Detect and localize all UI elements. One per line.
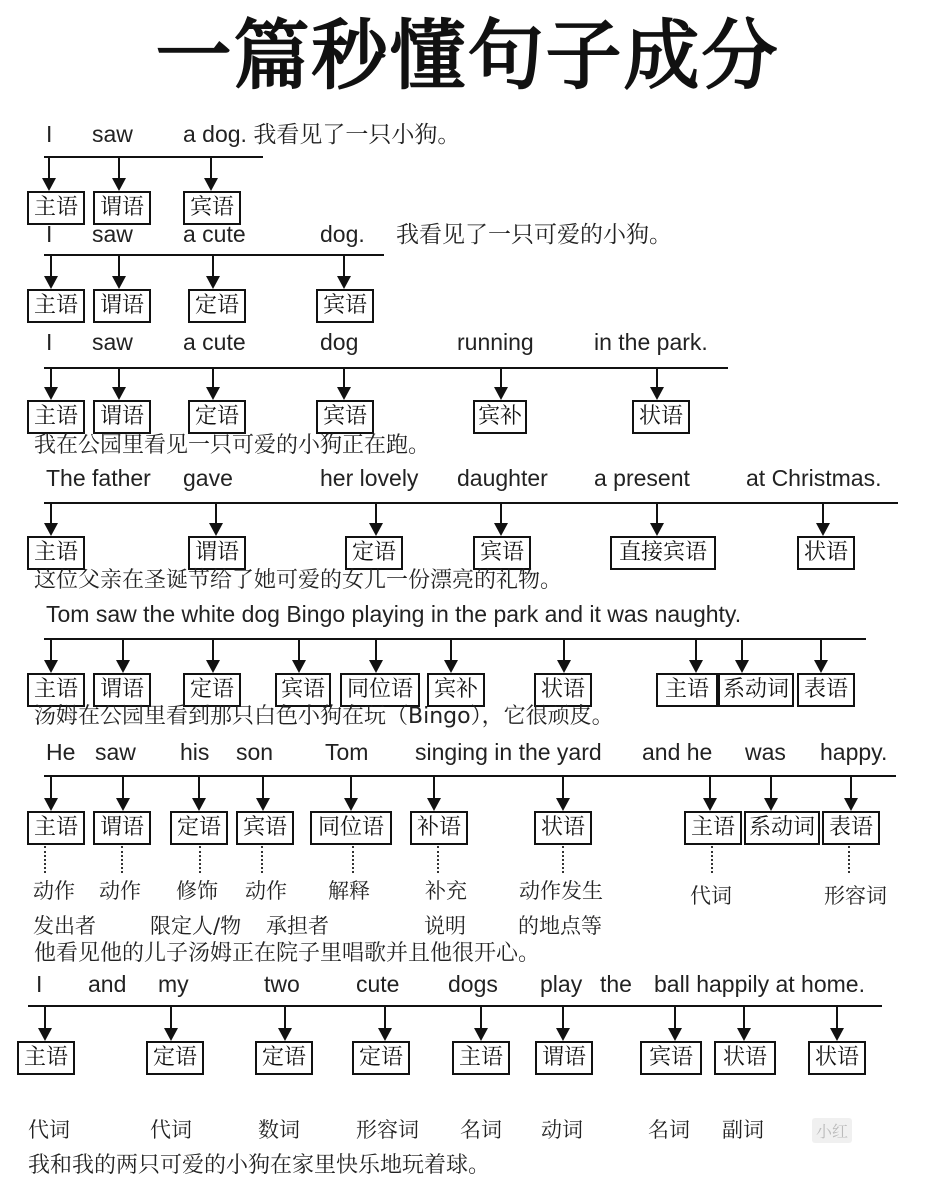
grammar-label-box: 主语 (656, 673, 718, 707)
arrow-stem (50, 502, 52, 524)
bracket-line (44, 502, 898, 504)
part-of-speech-note: 限定人/物 (150, 914, 242, 938)
sentence-word: the (600, 971, 632, 997)
arrow-stem (770, 775, 772, 799)
arrow-head (735, 660, 749, 673)
part-of-speech-note: 解释 (328, 879, 370, 903)
arrow-head (556, 1028, 570, 1041)
part-of-speech-note: 名词 (648, 1118, 690, 1142)
dotted-connector (848, 846, 850, 873)
grammar-label-box: 主语 (684, 811, 742, 845)
bracket-line (44, 254, 384, 256)
grammar-label-box: 表语 (797, 673, 855, 707)
grammar-label-box: 同位语 (340, 673, 420, 707)
arrow-stem (743, 1005, 745, 1029)
sentence-word: was (745, 739, 786, 765)
grammar-label-box: 同位语 (310, 811, 392, 845)
grammar-label-box: 宾补 (473, 400, 527, 434)
arrow-head (112, 178, 126, 191)
arrow-stem (118, 254, 120, 277)
arrow-head (44, 798, 58, 811)
arrow-head (337, 276, 351, 289)
arrow-head (192, 798, 206, 811)
arrow-head (369, 523, 383, 536)
grammar-label-box: 谓语 (93, 400, 151, 434)
sentence-word: saw (92, 121, 133, 147)
arrow-stem (563, 638, 565, 661)
arrow-head (689, 660, 703, 673)
sentence-word: ball happily at home. (654, 971, 865, 997)
arrow-stem (674, 1005, 676, 1029)
grammar-label-box: 定语 (183, 673, 241, 707)
arrow-head (737, 1028, 751, 1041)
arrow-head (164, 1028, 178, 1041)
sentence-word: I (36, 971, 43, 997)
grammar-label-box: 状语 (534, 811, 592, 845)
watermark: 小红 (812, 1118, 852, 1143)
grammar-label-box: 主语 (27, 673, 85, 707)
part-of-speech-note: 名词 (460, 1118, 502, 1142)
arrow-stem (450, 638, 452, 661)
grammar-label-box: 宾语 (275, 673, 331, 707)
sentence-word: and he (642, 739, 713, 765)
sentence-word: saw (95, 739, 136, 765)
sentence-word: daughter (457, 465, 548, 491)
grammar-label-box: 状语 (714, 1041, 776, 1075)
arrow-head (764, 798, 778, 811)
grammar-label-box: 系动词 (718, 673, 794, 707)
arrow-head (703, 798, 717, 811)
sentence-word: a present (594, 465, 690, 491)
arrow-stem (212, 254, 214, 277)
arrow-head (256, 798, 270, 811)
sentence-word: singing in the yard (415, 739, 602, 765)
grammar-label-box: 谓语 (188, 536, 246, 570)
part-of-speech-note: 动作 (99, 879, 141, 903)
arrow-stem (562, 775, 564, 799)
chinese-translation: 这位父亲在圣诞节给了她可爱的女儿一份漂亮的礼物。 (34, 568, 563, 593)
arrow-stem (709, 775, 711, 799)
part-of-speech-note: 补充 (425, 879, 467, 903)
grammar-label-box: 补语 (410, 811, 468, 845)
arrow-stem (384, 1005, 386, 1029)
arrow-stem (500, 367, 502, 388)
grammar-label-box: 定语 (352, 1041, 410, 1075)
sentence-word: 我看见了一只可爱的小狗。 (396, 221, 672, 247)
arrow-stem (343, 254, 345, 277)
sentence-word: two (264, 971, 300, 997)
arrow-head (112, 276, 126, 289)
arrow-stem (215, 502, 217, 524)
arrow-stem (284, 1005, 286, 1029)
chinese-translation: 我和我的两只可爱的小狗在家里快乐地玩着球。 (28, 1153, 491, 1178)
arrow-head (206, 387, 220, 400)
arrow-stem (198, 775, 200, 799)
arrow-head (650, 523, 664, 536)
part-of-speech-note: 动作 (33, 879, 75, 903)
sentence-word: at Christmas. (746, 465, 882, 491)
chinese-translation: 他看见他的儿子汤姆正在院子里唱歌并且他很开心。 (34, 941, 541, 966)
arrow-head (206, 660, 220, 673)
arrow-head (344, 798, 358, 811)
grammar-label-box: 宾语 (183, 191, 241, 225)
part-of-speech-note: 代词 (28, 1118, 70, 1142)
part-of-speech-note: 动作 (245, 879, 287, 903)
sentence-word: and (88, 971, 127, 997)
grammar-label-box: 状语 (534, 673, 592, 707)
grammar-label-box: 表语 (822, 811, 880, 845)
bracket-line (44, 775, 896, 777)
sentence-word: his (180, 739, 210, 765)
arrow-head (112, 387, 126, 400)
arrow-head (42, 178, 56, 191)
sentence-word: Tom (325, 739, 369, 765)
grammar-label-box: 定语 (188, 289, 246, 323)
dotted-connector (261, 846, 263, 873)
arrow-head (816, 523, 830, 536)
arrow-stem (836, 1005, 838, 1029)
sentence-word: I (46, 329, 53, 355)
grammar-label-box: 宾语 (473, 536, 531, 570)
sentence-word: gave (183, 465, 233, 491)
part-of-speech-note: 动词 (541, 1118, 583, 1142)
sentence-word: son (236, 739, 274, 765)
grammar-label-box: 状语 (797, 536, 855, 570)
part-of-speech-note: 的地点等 (518, 914, 602, 938)
arrow-head (116, 660, 130, 673)
part-of-speech-note: 承担者 (266, 914, 329, 938)
grammar-label-box: 状语 (808, 1041, 866, 1075)
part-of-speech-note: 修饰 (176, 879, 218, 903)
grammar-label-box: 定语 (345, 536, 403, 570)
arrow-head (44, 523, 58, 536)
sentence-word: saw (92, 329, 133, 355)
grammar-label-box: 宾语 (640, 1041, 702, 1075)
bracket-line (28, 1005, 882, 1007)
grammar-label-box: 宾语 (236, 811, 294, 845)
grammar-label-box: 主语 (27, 811, 85, 845)
sentence-word: a dog. 我看见了一只小狗。 (183, 121, 461, 147)
grammar-label-box: 直接宾语 (610, 536, 716, 570)
sentence-word: play (540, 971, 583, 997)
arrow-stem (48, 156, 50, 179)
grammar-label-box: 定语 (170, 811, 228, 845)
grammar-label-box: 谓语 (93, 673, 151, 707)
part-of-speech-note: 形容词 (356, 1118, 419, 1142)
sentence-word: my (158, 971, 189, 997)
arrow-head (494, 523, 508, 536)
arrow-head (556, 798, 570, 811)
sentence-word: dogs (448, 971, 498, 997)
arrow-head (844, 798, 858, 811)
arrow-head (830, 1028, 844, 1041)
arrow-head (557, 660, 571, 673)
arrow-stem (741, 638, 743, 661)
sentence-word: happy. (820, 739, 888, 765)
sentence-word: running (457, 329, 534, 355)
sentence-word: He (46, 739, 76, 765)
grammar-label-box: 主语 (452, 1041, 510, 1075)
arrow-head (444, 660, 458, 673)
arrow-stem (118, 156, 120, 179)
arrow-stem (343, 367, 345, 388)
grammar-label-box: 定语 (188, 400, 246, 434)
part-of-speech-note: 说明 (424, 914, 466, 938)
arrow-head (44, 276, 58, 289)
arrow-head (292, 660, 306, 673)
sentence-word: cute (356, 971, 400, 997)
arrow-head (209, 523, 223, 536)
arrow-stem (50, 367, 52, 388)
grammar-label-box: 宾补 (427, 673, 485, 707)
arrow-stem (850, 775, 852, 799)
grammar-label-box: 宾语 (316, 400, 374, 434)
part-of-speech-note: 动作发生 (519, 879, 603, 903)
grammar-label-box: 状语 (632, 400, 690, 434)
part-of-speech-note: 形容词 (824, 884, 887, 908)
arrow-stem (562, 1005, 564, 1029)
grammar-label-box: 系动词 (744, 811, 820, 845)
grammar-label-box: 主语 (27, 191, 85, 225)
arrow-stem (656, 367, 658, 388)
arrow-stem (170, 1005, 172, 1029)
dotted-connector (711, 846, 713, 873)
arrow-stem (122, 775, 124, 799)
bracket-line (44, 367, 728, 369)
arrow-stem (433, 775, 435, 799)
grammar-label-box: 宾语 (316, 289, 374, 323)
dotted-connector (437, 846, 439, 873)
grammar-label-box: 主语 (17, 1041, 75, 1075)
part-of-speech-note: 数词 (258, 1118, 300, 1142)
arrow-stem (262, 775, 264, 799)
arrow-stem (212, 638, 214, 661)
grammar-label-box: 主语 (27, 289, 85, 323)
arrow-stem (820, 638, 822, 661)
arrow-stem (122, 638, 124, 661)
arrow-head (494, 387, 508, 400)
sentence-word: saw (92, 221, 133, 247)
arrow-head (278, 1028, 292, 1041)
arrow-head (38, 1028, 52, 1041)
page-title: 一篇秒懂句子成分 (155, 11, 780, 100)
dotted-connector (352, 846, 354, 873)
sentence-word: her lovely (320, 465, 419, 491)
arrow-stem (375, 502, 377, 524)
arrow-head (44, 660, 58, 673)
arrow-stem (44, 1005, 46, 1029)
arrow-stem (50, 638, 52, 661)
sentence-word: dog. (320, 221, 365, 247)
dotted-connector (44, 846, 46, 873)
arrow-head (378, 1028, 392, 1041)
grammar-label-box: 谓语 (93, 191, 151, 225)
bracket-line (44, 156, 263, 158)
arrow-head (204, 178, 218, 191)
chinese-translation: 汤姆在公园里看到那只白色小狗在玩（Bingo），它很顽皮。 (34, 704, 614, 729)
arrow-stem (350, 775, 352, 799)
part-of-speech-note: 发出者 (33, 914, 96, 938)
part-of-speech-note: 代词 (690, 884, 732, 908)
grammar-label-box: 主语 (27, 400, 85, 434)
sentence-word: Tom saw the white dog Bingo playing in the park and it was naughty. (46, 601, 742, 627)
arrow-head (474, 1028, 488, 1041)
part-of-speech-note: 副词 (722, 1118, 764, 1142)
arrow-head (116, 798, 130, 811)
arrow-stem (50, 775, 52, 799)
arrow-head (206, 276, 220, 289)
arrow-stem (822, 502, 824, 524)
arrow-stem (375, 638, 377, 661)
part-of-speech-note: 代词 (150, 1118, 192, 1142)
sentence-word: I (46, 121, 53, 147)
grammar-label-box: 谓语 (93, 289, 151, 323)
arrow-stem (50, 254, 52, 277)
arrow-stem (480, 1005, 482, 1029)
sentence-word: I (46, 221, 53, 247)
arrow-stem (298, 638, 300, 661)
grammar-label-box: 谓语 (93, 811, 151, 845)
grammar-label-box: 谓语 (535, 1041, 593, 1075)
arrow-head (369, 660, 383, 673)
sentence-word: a cute (183, 221, 246, 247)
sentence-word: in the park. (594, 329, 708, 355)
arrow-head (337, 387, 351, 400)
arrow-stem (210, 156, 212, 179)
sentence-word: a cute (183, 329, 246, 355)
arrow-stem (500, 502, 502, 524)
grammar-label-box: 主语 (27, 536, 85, 570)
arrow-head (650, 387, 664, 400)
arrow-head (44, 387, 58, 400)
dotted-connector (121, 846, 123, 873)
chinese-translation: 我在公园里看见一只可爱的小狗正在跑。 (34, 433, 431, 458)
sentence-word: The father (46, 465, 151, 491)
arrow-stem (695, 638, 697, 661)
sentence-word: dog (320, 329, 359, 355)
grammar-label-box: 定语 (146, 1041, 204, 1075)
dotted-connector (199, 846, 201, 873)
arrow-head (814, 660, 828, 673)
arrow-stem (656, 502, 658, 524)
grammar-label-box: 定语 (255, 1041, 313, 1075)
dotted-connector (562, 846, 564, 873)
arrow-head (427, 798, 441, 811)
arrow-head (668, 1028, 682, 1041)
arrow-stem (118, 367, 120, 388)
arrow-stem (212, 367, 214, 388)
